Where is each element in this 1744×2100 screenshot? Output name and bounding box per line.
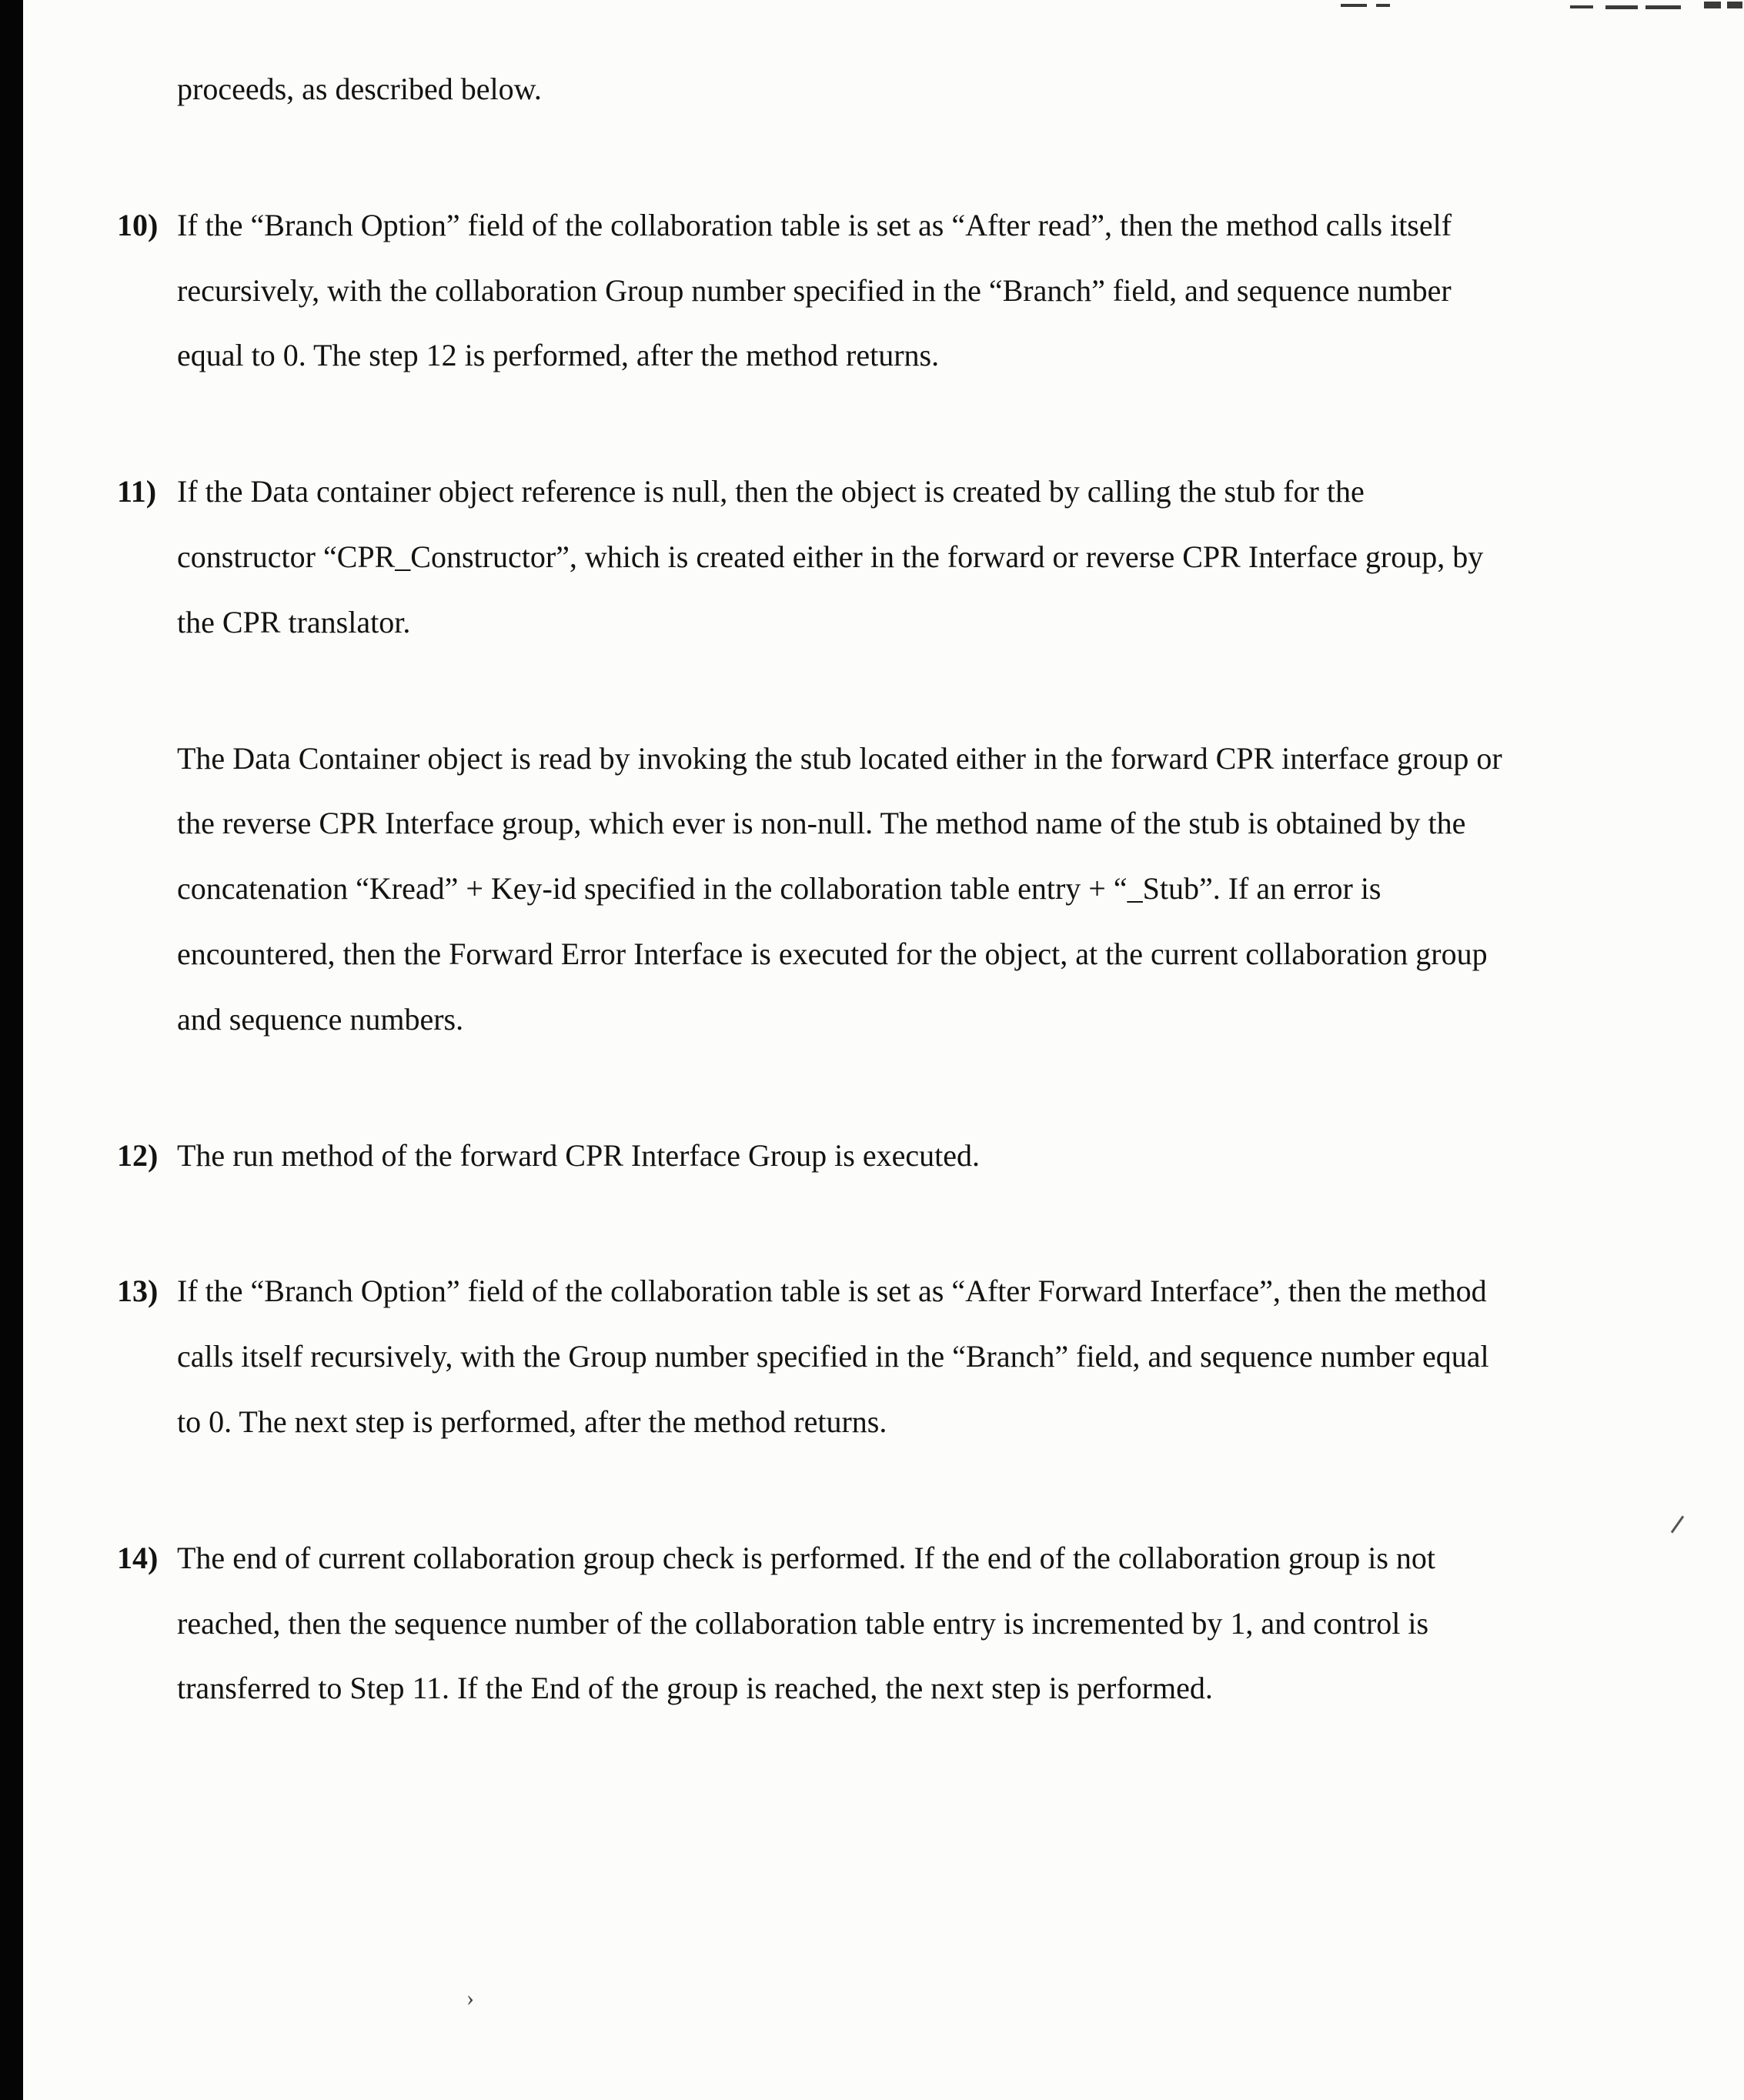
- item-number: 13): [117, 1274, 159, 1309]
- scan-mark: [1704, 2, 1721, 8]
- scan-speck: ›: [466, 1985, 474, 2011]
- item-number: 14): [117, 1540, 159, 1575]
- list-item: [117, 193, 1510, 389]
- item-text: If the “Branch Option” field of the collaboration table is set as “After Forward Interface”, then the method calls itself recursively, with the Group number specified in the “Branch” field, and sequence number equal to 0. The next step is performed, after the method returns.: [177, 1274, 1489, 1439]
- item-text: The end of current collaboration group check is performed. If the end of the collaboration group is not reached, then the sequence number of the collaboration table entry is incremented by 1, and control is transferred to Step 11. If the End of the group is reached, the next step is performed.: [177, 1540, 1435, 1706]
- item-text: The run method of the forward CPR Interface Group is executed.: [177, 1137, 980, 1173]
- list-item-continuation: [117, 726, 1510, 1053]
- scan-edge-artifact: [0, 0, 23, 2100]
- scan-mark: [1645, 5, 1681, 9]
- list-item: [117, 459, 1510, 655]
- list-item: [117, 1259, 1510, 1454]
- item-number: [117, 726, 177, 1053]
- item-text: The Data Container object is read by invoking the stub located either in the forward CPR interface group or the reverse CPR Interface group, which ever is non-null. The method name of the stub is obtained by the concatenation “Kread” + Key-id specified in the collaboration table entry + “_Stub”. If an error is encountered, then the Forward Error Interface is executed for the object, at the current collaboration group and sequence numbers.: [177, 740, 1502, 1037]
- list-item: [117, 1123, 1510, 1189]
- scan-mark: [1671, 1515, 1684, 1533]
- item-text: If the “Branch Option” field of the collaboration table is set as “After read”, then the method calls itself recursively, with the collaboration Group number specified in the “Branch” field, and sequence number equal to 0. The step 12 is performed, after the method returns.: [177, 207, 1452, 373]
- intro-line: proceeds, as described below.: [177, 72, 542, 106]
- scan-mark: [1376, 4, 1390, 7]
- scan-mark: [1605, 5, 1638, 9]
- item-number: 12): [117, 1137, 159, 1173]
- page-content: [117, 57, 1510, 1721]
- list-item: [117, 1526, 1510, 1721]
- scan-mark: [1727, 2, 1742, 8]
- scan-mark: [1570, 5, 1593, 8]
- scan-mark: [1341, 4, 1367, 7]
- item-number: 10): [117, 207, 159, 242]
- item-text: If the Data container object reference is null, then the object is created by calling the stub for the constructor “CPR_Constructor”, which is created either in the forward or reverse CPR Interface group, by the CPR translator.: [177, 474, 1484, 639]
- item-number: 11): [117, 474, 157, 509]
